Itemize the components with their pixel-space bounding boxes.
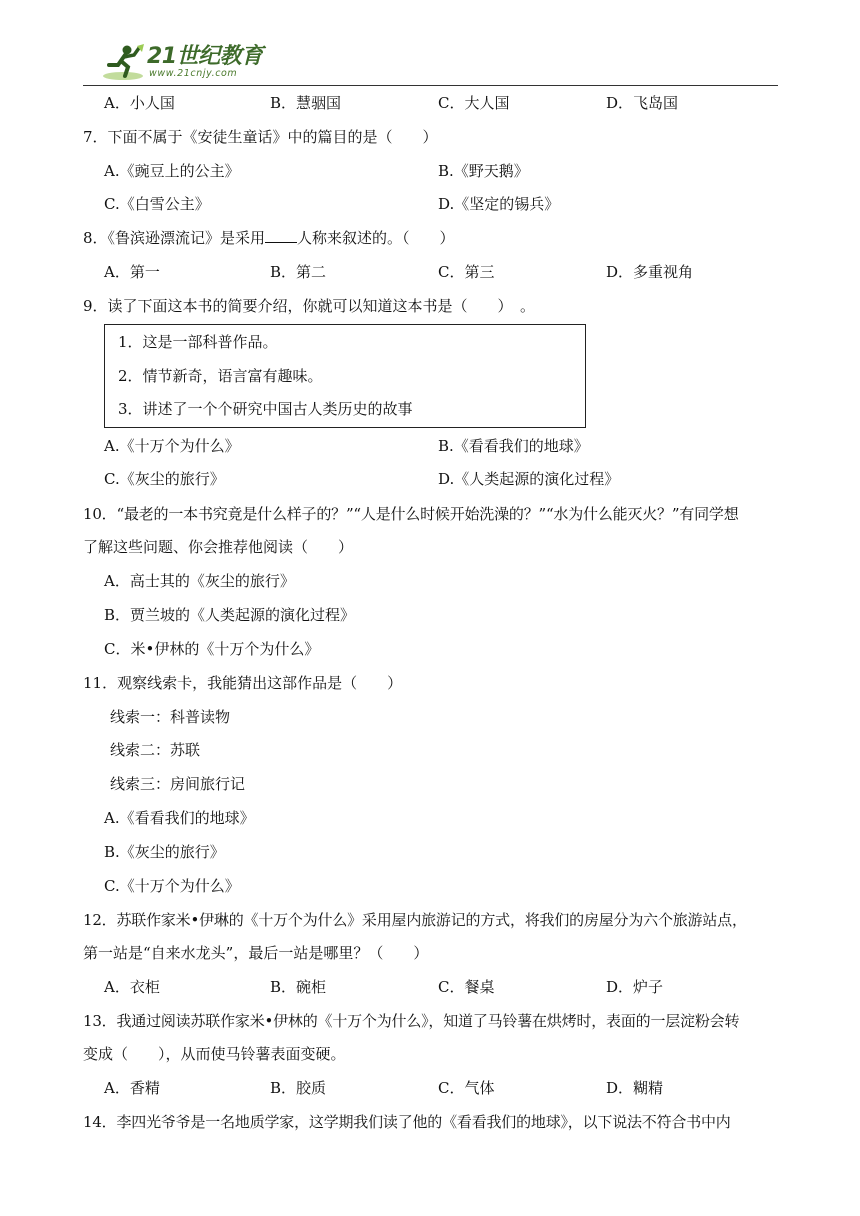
q8-blank — [265, 228, 297, 243]
q10-option-b: B．贾兰坡的《人类起源的演化过程》 — [104, 606, 356, 624]
q13-stem-line-1: 13．我通过阅读苏联作家米•伊林的《十万个为什么》，知道了马铃薯在烘烤时，表面的一层淀粉会转 — [83, 1012, 740, 1030]
q11-clue-3: 线索三：房间旅行记 — [110, 775, 246, 793]
q12-option-b: B．碗柜 — [270, 978, 327, 996]
logo — [101, 42, 263, 84]
q8-option-c: C．第三 — [438, 263, 495, 281]
q11-clue-2: 线索二：苏联 — [110, 741, 201, 759]
q12-option-c: C．餐桌 — [438, 978, 495, 996]
q9-box-line-1: 1．这是一部科普作品。 — [118, 333, 278, 351]
q13-option-c: C．气体 — [438, 1079, 495, 1097]
logo-url: www.21cnjy.com — [149, 68, 238, 79]
q13-option-d: D．糊精 — [606, 1079, 664, 1097]
q8-option-a: A．第一 — [104, 263, 160, 281]
q11-option-c: C.《十万个为什么》 — [104, 877, 240, 895]
q9-stem: 9．读了下面这本书的简要介绍，你就可以知道这本书是（ ） 。 — [83, 297, 536, 315]
q7-option-a: A.《豌豆上的公主》 — [104, 162, 240, 180]
q6-option-c: C．大人国 — [438, 94, 510, 112]
q13-option-a: A．香精 — [104, 1079, 160, 1097]
q8-stem — [83, 228, 455, 248]
q9-box-line-2: 2．情节新奇，语言富有趣味。 — [118, 367, 323, 385]
q8-option-b: B．第二 — [270, 263, 327, 281]
q12-option-a: A．衣柜 — [104, 978, 160, 996]
q9-option-b: B.《看看我们的地球》 — [438, 437, 589, 455]
q8-stem-part1: 8．《鲁滨逊漂流记》是采用 — [83, 229, 266, 247]
q11-stem: 11．观察线索卡，我能猜出这部作品是（ ） — [83, 674, 403, 692]
q11-clue-1: 线索一：科普读物 — [110, 708, 231, 726]
q13-stem-line-2: 变成（ ），从而使马铃薯表面变硬。 — [83, 1045, 346, 1063]
q8-option-d: D．多重视角 — [606, 263, 694, 281]
header-divider — [83, 85, 778, 86]
q7-option-c: C.《白雪公主》 — [104, 195, 210, 213]
q9-option-a: A.《十万个为什么》 — [104, 437, 240, 455]
q11-option-b: B.《灰尘的旅行》 — [104, 843, 225, 861]
q10-option-a: A．高士其的《灰尘的旅行》 — [104, 572, 295, 590]
q6-option-b: B．慧骃国 — [270, 94, 342, 112]
q7-stem: 7．下面不属于《安徒生童话》中的篇目的是（ ） — [83, 128, 438, 146]
q6-option-a: A．小人国 — [104, 94, 175, 112]
q14-stem-line-1: 14．李四光爷爷是一名地质学家，这学期我们读了他的《看看我们的地球》，以下说法不符合书中内 — [83, 1113, 731, 1131]
running-man-logo-icon — [101, 43, 145, 83]
q9-option-c: C.《灰尘的旅行》 — [104, 470, 225, 488]
q10-stem-line-1: 10．“最老的一本书究竟是什么样子的？”“人是什么时候开始洗澡的？”“水为什么能灭火？”有同学想 — [83, 505, 739, 523]
q12-stem-line-1: 12．苏联作家米•伊琳的《十万个为什么》采用屋内旅游记的方式，将我们的房屋分为六个旅游站点， — [83, 911, 747, 929]
q10-option-c: C．米•伊林的《十万个为什么》 — [104, 640, 320, 658]
q9-box-line-3: 3．讲述了一个个研究中国古人类历史的故事 — [118, 400, 413, 418]
q7-option-d: D.《坚定的锡兵》 — [438, 195, 560, 213]
q10-stem-line-2: 了解这些问题、你会推荐他阅读（ ） — [83, 538, 354, 556]
q8-stem-part2: 人称来叙述的。（ ） — [297, 229, 455, 247]
logo-title: 21世纪教育 — [147, 44, 263, 69]
q13-option-b: B．胶质 — [270, 1079, 327, 1097]
q7-option-b: B.《野天鹅》 — [438, 162, 529, 180]
q11-option-a: A.《看看我们的地球》 — [104, 809, 255, 827]
page-header — [83, 40, 778, 86]
q12-option-d: D．炉子 — [606, 978, 664, 996]
q6-option-d: D．飞岛国 — [606, 94, 679, 112]
q9-option-d: D.《人类起源的演化过程》 — [438, 470, 620, 488]
q12-stem-line-2: 第一站是“自来水龙头”，最后一站是哪里？（ ） — [83, 944, 429, 962]
